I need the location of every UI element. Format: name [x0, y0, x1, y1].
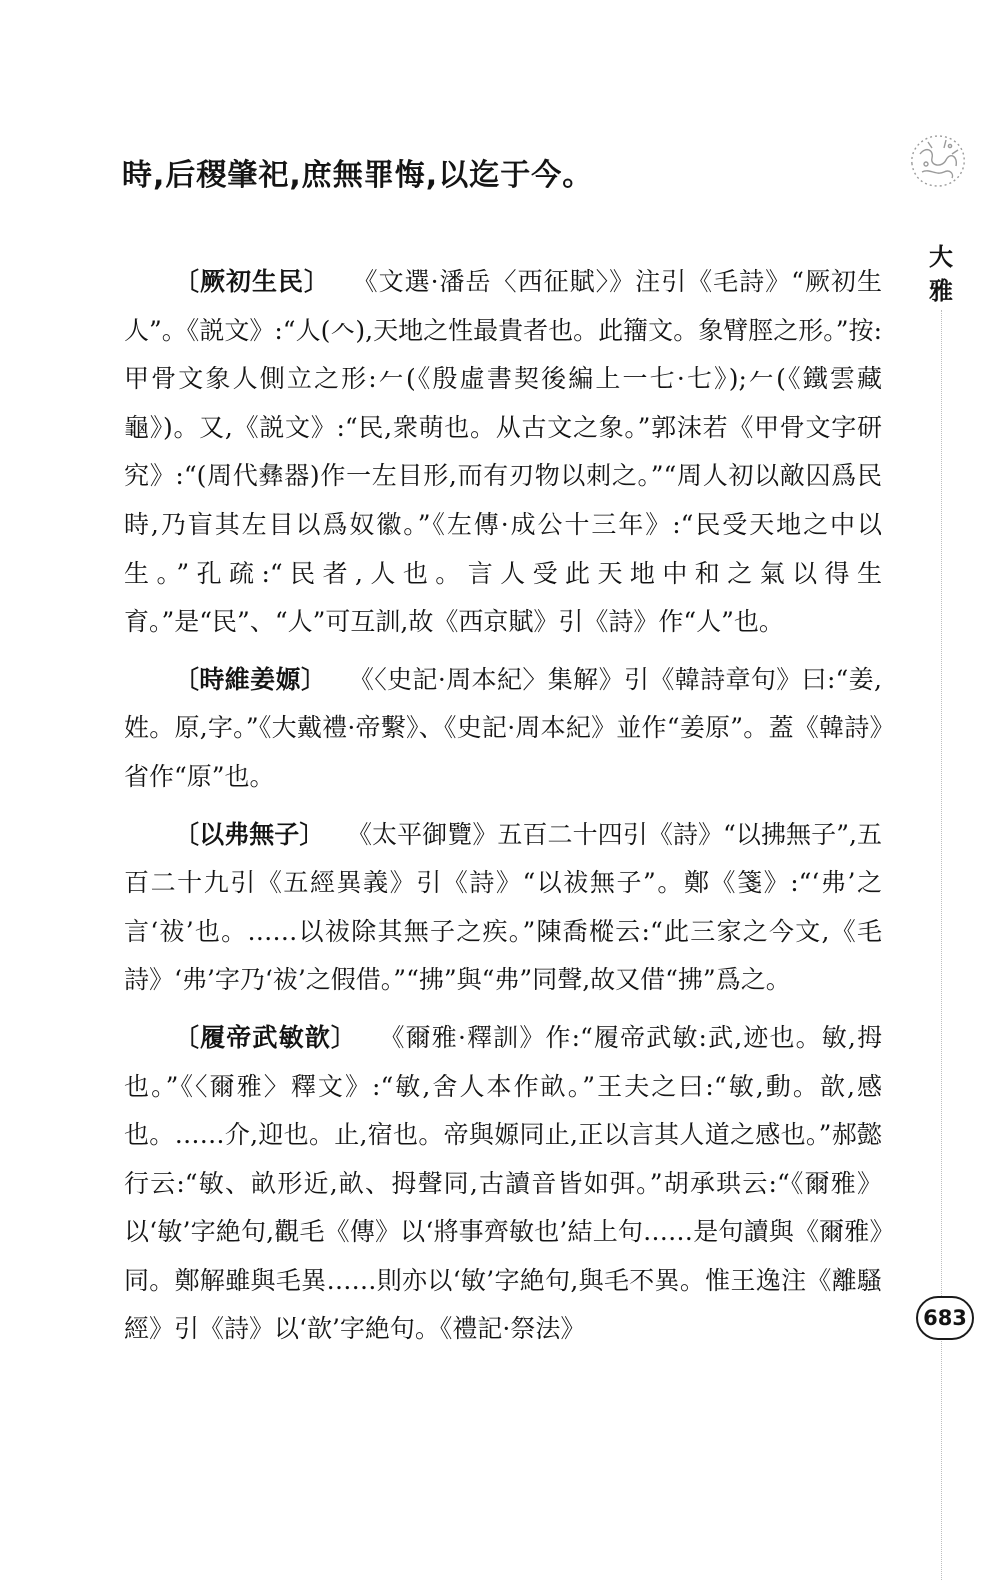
section-label-char: 大	[929, 243, 953, 271]
commentary-entry	[124, 1014, 882, 1354]
entry-term: 〔時維姜嫄〕	[174, 664, 327, 694]
entry-text: 《太平御覽》五百二十四引《詩》“以拂無子”,五百二十九引《五經異義》引《詩》“以祓無子”。鄭《箋》:“‘弗’之言‘祓’也。……以祓除其無子之疾。”陳喬樅云:“此三家之今文,《毛詩》‘弗’字乃‘祓’之假借。”“拂”與“弗”同聲,故又借“拂”爲之。	[124, 819, 882, 995]
section-label-char: 雅	[929, 277, 953, 305]
entry-term: 〔厥初生民〕	[174, 267, 331, 296]
entry-text: 《爾雅·釋訓》作:“履帝武敏:武,迹也。敏,拇也。”《〈爾雅〉釋文》:“敏,舍人本作畝。”王夫之曰:“敏,動。歆,感也。……介,迎也。止,宿也。帝與嫄同止,正以言其人道之感也。”郝懿行云:“敏、畝形近,畝、拇聲同,古讀音皆如弭。”胡承珙云:“《爾雅》以‘敏’字絶句,觀毛《傳》以‘將事齊敏也’結上句……是句讀與《爾雅》同。鄭解雖與毛異……則亦以‘敏’字絶句,與毛不異。惟王逸注《離騷經》引《詩》以‘歆’字絶句。《禮記·祭法》	[124, 1022, 882, 1344]
ornament-seal-icon	[902, 124, 974, 196]
commentary-entry	[124, 258, 882, 647]
entry-term: 〔以弗無子〕	[174, 819, 325, 849]
entry-term: 〔履帝武敏歆〕	[174, 1022, 358, 1052]
commentary-body	[124, 258, 882, 1363]
page-number-badge: 683	[916, 1296, 974, 1340]
margin-rule	[941, 310, 942, 1580]
poem-closing-line: 時,后稷肇祀,庶無罪悔,以迄于今。	[122, 158, 594, 193]
commentary-entry	[124, 656, 882, 802]
entry-text: 《文選·潘岳〈西征賦〉》注引《毛詩》“厥初生人”。《説文》:“人(𠆢),天地之性最貴者也。此籒文。象臂脛之形。”按:甲骨文象人側立之形:𠂉(《殷虛書契後編上一七·七》);𠂉(《鐵雲藏龜》)。又,《説文》:“民,衆萌也。从古文之象。”郭沫若《甲骨文字研究》:“(周代彝器)作一左目形,而有刃物以刺之。”“周人初以敵囚爲民時,乃盲其左目以爲奴徽。”《左傳·成公十三年》:“民受天地之中以生。”孔疏:“民者,人也。言人受此天地中和之氣以得生育。”是“民”、“人”可互訓,故《西京賦》引《詩》作“人”也。	[124, 267, 882, 637]
section-label	[926, 242, 956, 310]
entry-text: 《〈史記·周本紀〉集解》引《韓詩章句》曰:“姜,姓。原,字。”《大戴禮·帝繫》、《史記·周本紀》並作“姜原”。蓋《韓詩》省作“原”也。	[124, 664, 882, 791]
commentary-entry	[124, 811, 882, 1005]
